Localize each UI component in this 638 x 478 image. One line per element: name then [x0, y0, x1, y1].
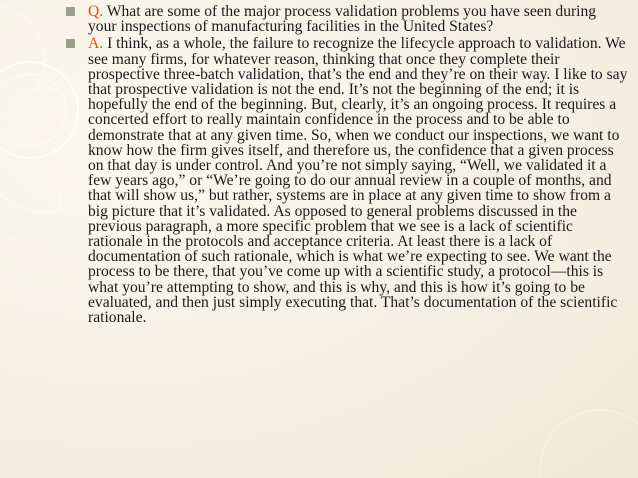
question-label: Q.	[88, 3, 107, 20]
question-bullet	[66, 4, 628, 34]
answer-bullet	[66, 36, 628, 325]
bullet-square-icon	[66, 7, 75, 16]
answer-text: I think, as a whole, the failure to recognize the lifecycle approach to validation. We see many firms, for whatever reason, thinking that once they complete their prospective three-batch validation, that’s the end and they’re on their way. I like to say that prospective validation is not the end. It’s not the beginning of the end; it is hopefully the end of the beginning. But, clearly, it’s an ongoing process. It requires a concerted effort to really maintain confidence in the process and to be able to demonstrate that at any given time. So, when we conduct our inspections, we want to know how the firm gives itself, and therefore us, the confidence that a given process on that day is under control. And you’re not simply saying, “Well, we validated it a few years ago,” or “We’re going to do our annual review in a couple of months, and that will show us,” but rather, systems are in place at any given time to show from a big picture that it’s validated. As opposed to general problems discussed in the previous paragraph, a more specific problem that we see is a lack of scientific rationale in the protocols and acceptance criteria. At least there is a lack of documentation of such rationale, which is what we’re expecting to see. We want the process to be there, that you’ve come up with a scientific study, a protocol—this is what you’re attempting to show, and this is why, and this is how it’s going to be evaluated, and then just simply executing that. That’s documentation of the scientific rationale.	[88, 35, 628, 327]
question-text: What are some of the major process validation problems you have seen during your inspections of manufacturing facilities in the United States?	[88, 3, 597, 36]
bullet-square-icon	[66, 39, 75, 48]
qa-content	[66, 4, 628, 327]
answer-label: A.	[88, 35, 108, 53]
